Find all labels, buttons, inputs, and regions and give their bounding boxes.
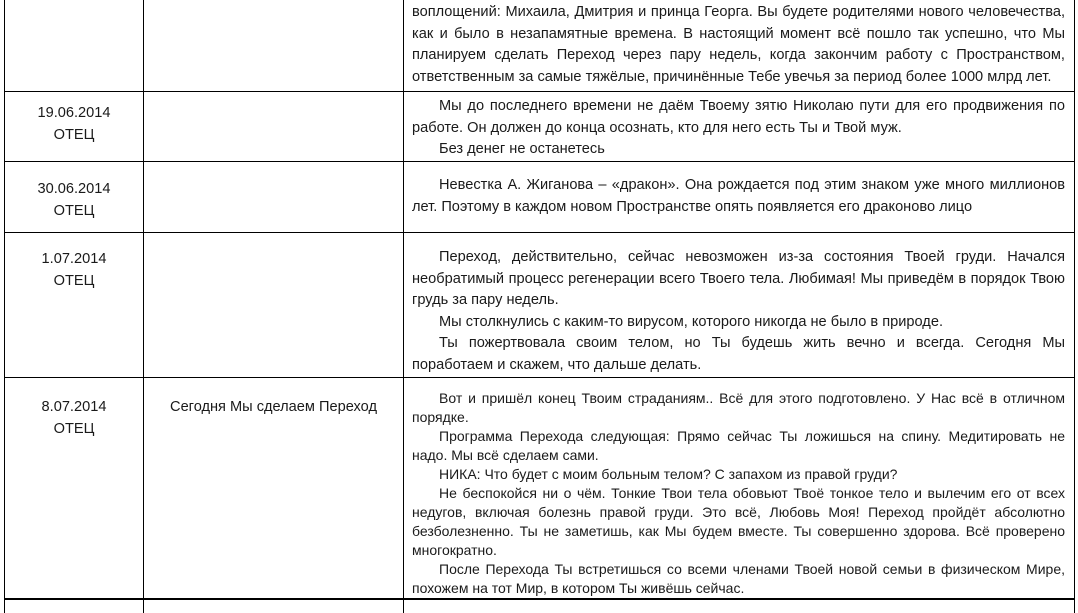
subject-cell (144, 378, 404, 598)
table-row (5, 0, 1074, 92)
journal-table (4, 0, 1075, 613)
message-paragraph: Ты пожертвовала своим телом, но Ты будешь жить вечно и всегда. Сегодня Мы поработаем и скажем, что дальше делать. (412, 335, 1065, 373)
message-paragraph: воплощений: Михаила, Дмитрия и принца Георга. Вы будете родителями нового человечества, как и было в незапамятные времена. В настоящий момент всё пошло так успешно, что Мы планируем сделать Переход через пару недель, когда закончим работу с Пространством, ответственным за самые тяжёлые, причинённые Тебе увечья за период более 1000 млрд лет. (412, 4, 1065, 85)
message-cell (404, 162, 1074, 232)
entry-date: 8.07.2014 (41, 399, 107, 415)
message-paragraph: Не беспокойся ни о чём. Тонкие Твои тела обовьют Твоё тонкое тело и вылечим его от всех недугов, включая болезнь правой груди. Это всё, Любовь Моя! Переход пройдёт абсолютно безболезненно. Ты не заметишь, как Мы будем вместе. Ты совершенно здорова. Всё проверено многократно. (412, 485, 1065, 558)
entry-author: ОТЕЦ (53, 421, 95, 437)
message-paragraph: Программа Перехода следующая: Прямо сейчас Ты ложишься на спину. Медитировать не надо. Мы всё сделаем сами. (412, 428, 1065, 463)
message-paragraph: НИКА: Что будет с моим больным телом? С запахом из правой груди? (439, 466, 898, 482)
date-cell (5, 92, 144, 161)
entry-date: 30.06.2014 (37, 181, 111, 197)
entry-author: ОТЕЦ (53, 203, 95, 219)
table-row (5, 92, 1074, 162)
table-row (5, 378, 1074, 600)
message-paragraph: Без денег не останетесь (439, 141, 605, 158)
message-paragraph: Невестка А. Жиганова – «дракон». Она рождается под этим знаком уже много миллионов лет. Поэтому в каждом новом Пространстве опять появляется его драконово лицо (412, 177, 1065, 215)
subject-cell (144, 92, 404, 161)
message-paragraph: Вот и пришёл конец Твоим страданиям.. Всё для этого подготовлено. У Нас всё в отличном порядке. (412, 390, 1065, 425)
date-cell (5, 378, 144, 598)
subject-cell (144, 162, 404, 232)
entry-date: 1.07.2014 (41, 251, 107, 267)
date-cell (5, 233, 144, 377)
entry-author: ОТЕЦ (53, 127, 95, 143)
message-paragraph: Переход, действительно, сейчас невозможен из-за состояния Твоей груди. Начался необратимый процесс регенерации всего Твоего тела. Любимая! Мы приведём в порядок Твою грудь за пару недель. (412, 249, 1065, 309)
message-cell (404, 378, 1074, 598)
subject-cell (144, 600, 404, 613)
subject-cell (144, 233, 404, 377)
date-cell (5, 600, 144, 613)
message-cell (404, 92, 1074, 161)
message-paragraph: Мы до последнего времени не даём Твоему зятю Николаю пути для его продвижения по работе. Он должен до конца осознать, кто для него есть Ты и Твой муж. (412, 98, 1065, 136)
entry-author: ОТЕЦ (53, 273, 95, 289)
table-row (5, 233, 1074, 378)
message-paragraph: Мы столкнулись с каким-то вирусом, которого никогда не было в природе. (439, 313, 943, 330)
message-cell (404, 233, 1074, 377)
entry-date: 19.06.2014 (37, 105, 111, 121)
table-row (5, 162, 1074, 233)
message-cell (404, 600, 1074, 613)
message-cell (404, 0, 1074, 91)
table-row (5, 600, 1074, 613)
entry-subject: Сегодня Мы сделаем Переход (170, 399, 377, 415)
date-cell (5, 0, 144, 91)
subject-cell (144, 0, 404, 91)
message-paragraph: После Перехода Ты встретишься со всеми членами Твоей новой семьи в физическом Мире, похожем на тот Мир, в котором Ты живёшь сейчас. (412, 561, 1065, 596)
date-cell (5, 162, 144, 232)
